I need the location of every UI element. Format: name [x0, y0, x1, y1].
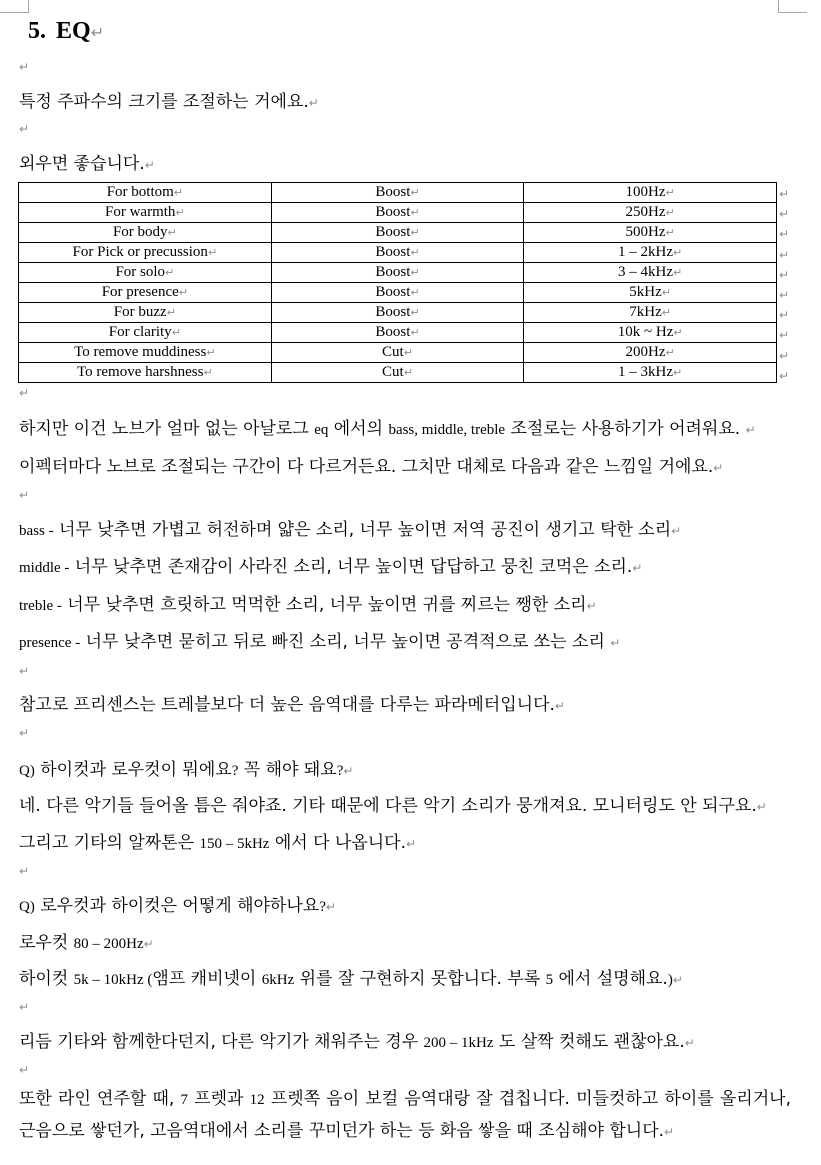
- row-end-mark: ↵: [779, 287, 790, 302]
- empty-paragraph: ↵: [19, 864, 30, 878]
- eq-action-cell: Boost↵: [271, 323, 524, 343]
- row-end-mark: ↵: [779, 348, 790, 363]
- table-row: [19, 283, 777, 303]
- table-row: [19, 223, 777, 243]
- empty-paragraph: ↵: [19, 1063, 30, 1077]
- eq-purpose-cell: For body↵: [19, 223, 272, 243]
- eq-action-cell: Cut↵: [271, 343, 524, 363]
- row-end-mark: ↵: [779, 308, 790, 323]
- paragraph-analog-knobs: 하지만 이건 노브가 얼마 없는 아날로그 eq 에서의 bass, middle, treble 조절로는 사용하기가 어려워요. ↵: [19, 419, 756, 439]
- eq-action-cell: Boost↵: [271, 203, 524, 223]
- heading-title: EQ: [56, 18, 91, 44]
- eq-purpose-cell: For solo↵: [19, 263, 272, 283]
- eq-frequency-cell: 200Hz↵: [524, 343, 777, 363]
- eq-purpose-cell: To remove muddiness↵: [19, 343, 272, 363]
- row-end-mark: ↵: [779, 368, 790, 383]
- eq-action-cell: Cut↵: [271, 363, 524, 383]
- eq-purpose-cell: For bottom↵: [19, 183, 272, 203]
- eq-frequency-cell: 7kHz↵: [524, 303, 777, 323]
- intro-line-2: 외우면 좋습니다.↵: [19, 154, 155, 174]
- paragraph-effector-ranges: 이펙터마다 노브로 조절되는 구간이 다 다르거든요. 그치만 대체로 다음과 같은 느낌일 거에요.↵: [19, 457, 724, 477]
- presence-description: presence - 너무 낮추면 묻히고 뒤로 빠진 소리, 너무 높이면 공격적으로 쏘는 소리 ↵: [19, 632, 621, 652]
- table-row: [19, 363, 777, 383]
- treble-description: treble - 너무 낮추면 흐릿하고 먹먹한 소리, 너무 높이면 귀를 찌르는 쨍한 소리↵: [19, 595, 597, 615]
- eq-purpose-cell: For clarity↵: [19, 323, 272, 343]
- section-heading: [28, 18, 104, 45]
- eq-frequency-cell: 500Hz↵: [524, 223, 777, 243]
- question-1: Q) 하이컷과 로우컷이 뭐에요? 꼭 해야 돼요?↵: [19, 760, 354, 780]
- lowcut-range: 로우컷 80 – 200Hz↵: [19, 933, 154, 953]
- table-row: [19, 323, 777, 343]
- table-row: [19, 183, 777, 203]
- eq-frequency-cell: 5kHz↵: [524, 283, 777, 303]
- eq-purpose-cell: For buzz↵: [19, 303, 272, 323]
- eq-frequency-cell: 1 – 2kHz↵: [524, 243, 777, 263]
- empty-paragraph: ↵: [19, 488, 30, 502]
- row-end-mark: ↵: [779, 267, 790, 282]
- eq-purpose-cell: For Pick or precussion↵: [19, 243, 272, 263]
- answer-1-tone-range: 그리고 기타의 알짜톤은 150 – 5kHz 에서 다 나옵니다.↵: [19, 833, 417, 853]
- table-row: [19, 303, 777, 323]
- intro-line-1: 특정 주파수의 크기를 조절하는 거에요.↵: [19, 92, 319, 112]
- table-row: [19, 343, 777, 363]
- empty-paragraph: ↵: [19, 726, 30, 740]
- heading-number: 5.: [28, 18, 46, 44]
- eq-action-cell: Boost↵: [271, 223, 524, 243]
- eq-purpose-cell: To remove harshness↵: [19, 363, 272, 383]
- row-end-mark: ↵: [779, 328, 790, 343]
- table-row: [19, 243, 777, 263]
- empty-paragraph: ↵: [19, 386, 30, 400]
- rhythm-guitar-note: 리듬 기타와 함께한다던지, 다른 악기가 채워주는 경우 200 – 1kHz 도 살짝 컷해도 괜찮아요.↵: [19, 1032, 695, 1052]
- bass-description: bass - 너무 낮추면 가볍고 허전하며 얇은 소리, 너무 높이면 저역 공진이 생기고 탁한 소리↵: [19, 520, 682, 540]
- eq-action-cell: Boost↵: [271, 263, 524, 283]
- eq-action-cell: Boost↵: [271, 243, 524, 263]
- eq-purpose-cell: For presence↵: [19, 283, 272, 303]
- eq-table: [18, 182, 777, 383]
- row-end-mark: ↵: [779, 207, 790, 222]
- empty-paragraph: ↵: [19, 60, 30, 74]
- page-corner-mark: [0, 0, 29, 13]
- page-corner-mark: [778, 0, 807, 13]
- eq-frequency-cell: 100Hz↵: [524, 183, 777, 203]
- eq-frequency-cell: 250Hz↵: [524, 203, 777, 223]
- paragraph-mark: ↵: [90, 23, 105, 42]
- empty-paragraph: ↵: [19, 664, 30, 678]
- row-end-mark: ↵: [779, 247, 790, 262]
- row-end-mark: ↵: [779, 187, 790, 201]
- eq-frequency-cell: 10k ~ Hz↵: [524, 323, 777, 343]
- table-row-marks: [779, 184, 789, 386]
- empty-paragraph: ↵: [19, 122, 30, 136]
- eq-purpose-cell: For warmth↵: [19, 203, 272, 223]
- middle-description: middle - 너무 낮추면 존재감이 사라진 소리, 너무 높이면 답답하고 뭉친 코먹은 소리.↵: [19, 557, 643, 577]
- eq-action-cell: Boost↵: [271, 303, 524, 323]
- eq-action-cell: Boost↵: [271, 283, 524, 303]
- presence-note: 참고로 프리센스는 트레블보다 더 높은 음역대를 다루는 파라메터입니다.↵: [19, 695, 565, 715]
- answer-1: 네. 다른 악기들 들어올 틈은 줘야죠. 기타 때문에 다른 악기 소리가 뭉개져요. 모니터링도 안 되구요.↵: [19, 796, 767, 816]
- row-end-mark: ↵: [779, 227, 790, 242]
- eq-frequency-cell: 1 – 3kHz↵: [524, 363, 777, 383]
- highcut-range: 하이컷 5k – 10kHz (앰프 캐비넷이 6kHz 위를 잘 구현하지 못합니다. 부록 5 에서 설명해요.)↵: [19, 969, 683, 989]
- eq-action-cell: Boost↵: [271, 183, 524, 203]
- empty-paragraph: ↵: [19, 1000, 30, 1014]
- table-row: [19, 263, 777, 283]
- question-2: Q) 로우컷과 하이컷은 어떻게 해야하나요?↵: [19, 896, 336, 916]
- eq-frequency-cell: 3 – 4kHz↵: [524, 263, 777, 283]
- vocal-overlap-note: 또한 라인 연주할 때, 7 프렛과 12 프렛쪽 음이 보컬 음역대랑 잘 겹칩니다. 미들컷하고 하이를 올리거나, 근음으로 쌓던가, 고음역대에서 소리를 꾸미던가 하는 등 화음 쌓을 때 조심해야 합니다.↵: [19, 1089, 791, 1141]
- table-row: [19, 203, 777, 223]
